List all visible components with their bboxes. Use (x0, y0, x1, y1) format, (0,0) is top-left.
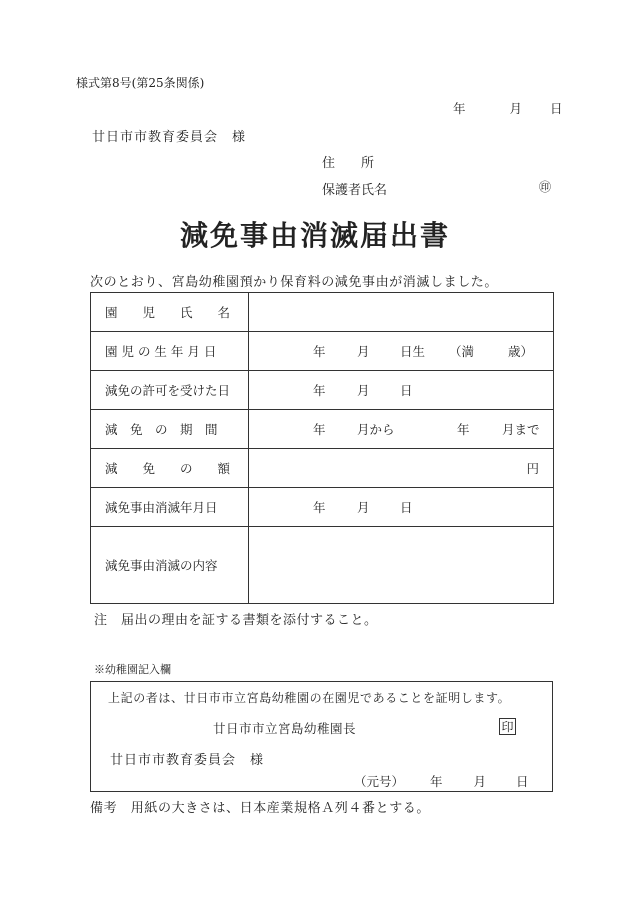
day-label: 日 (400, 500, 413, 515)
board-addressee: 廿日市市教育委員会 様 (110, 753, 265, 768)
intro-text: 次のとおり、宮島幼稚園預かり保育料の減免事由が消滅しました。 (90, 275, 499, 290)
address-label: 住 所 (322, 156, 375, 171)
certification-date (354, 772, 529, 790)
month-label: 月 (357, 500, 370, 515)
seal-mark: ㊞ (539, 180, 552, 194)
table-row (91, 371, 554, 410)
addressee: 廿日市市教育委員会 様 (92, 130, 247, 145)
age-open: （満 (449, 344, 475, 359)
table-row (91, 449, 554, 488)
month-label: 月 (357, 344, 370, 359)
stamp-box: 印 (499, 718, 516, 735)
yen-label: 円 (526, 461, 539, 476)
kindergarten-section-header: ※幼稚園記入欄 (94, 663, 171, 676)
day-label: 日 (550, 101, 563, 116)
table-row (91, 293, 554, 332)
form-number: 様式第8号(第25条関係) (76, 76, 205, 90)
termination-date-field[interactable] (249, 488, 554, 527)
note-text: 注 届出の理由を証する書類を添付すること。 (94, 613, 378, 628)
year-label: 年 (313, 422, 326, 437)
age-close: 歳） (508, 344, 534, 359)
exemption-amount-label: 減 免 の 額 (91, 449, 249, 488)
month-label: 月 (357, 383, 370, 398)
month-to-label: 月まで (502, 422, 540, 437)
termination-details-field[interactable] (249, 527, 554, 604)
document-title: 減免事由消滅届出書 (179, 219, 450, 252)
year-to-label: 年 (457, 422, 470, 437)
year-label: 年 (313, 383, 326, 398)
certification-text: 上記の者は、廿日市市立宮島幼稚園の在園児であることを証明します。 (108, 691, 511, 705)
table-row (91, 410, 554, 449)
application-table (90, 292, 554, 604)
birthdate-label: 園 児 の 生 年 月 日 (91, 332, 249, 371)
termination-details-label: 減免事由消滅の内容 (91, 527, 249, 604)
child-name-field[interactable] (249, 293, 554, 332)
termination-date-label: 減免事由消滅年月日 (91, 488, 249, 527)
day-label: 日 (400, 383, 413, 398)
month-from-label: 月から (357, 422, 395, 437)
exemption-period-field[interactable] (249, 410, 554, 449)
month-label: 月 (509, 101, 523, 116)
era-label: （元号） (354, 774, 405, 789)
principal-name: 廿日市市立宮島幼稚園長 (213, 721, 357, 736)
exemption-period-label: 減 免 の 期 間 (91, 410, 249, 449)
exemption-amount-field[interactable] (249, 449, 554, 488)
table-row (91, 332, 554, 371)
day-born-label: 日生 (400, 344, 426, 359)
approval-date-label: 減免の許可を受けた日 (91, 371, 249, 410)
table-row (91, 527, 554, 604)
year-label: 年 (453, 101, 466, 116)
year-label: 年 (430, 774, 443, 789)
month-label: 月 (473, 774, 487, 789)
approval-date-field[interactable] (249, 371, 554, 410)
day-label: 日 (516, 774, 529, 789)
submission-date (453, 99, 563, 117)
birthdate-field[interactable] (249, 332, 554, 371)
table-row (91, 488, 554, 527)
year-label: 年 (313, 344, 326, 359)
year-label: 年 (313, 500, 326, 515)
guardian-name-label: 保護者氏名 (322, 183, 388, 198)
remarks-text: 備考 用紙の大きさは、日本産業規格Ａ列４番とする。 (90, 801, 431, 816)
child-name-label: 園 児 氏 名 (91, 293, 249, 332)
